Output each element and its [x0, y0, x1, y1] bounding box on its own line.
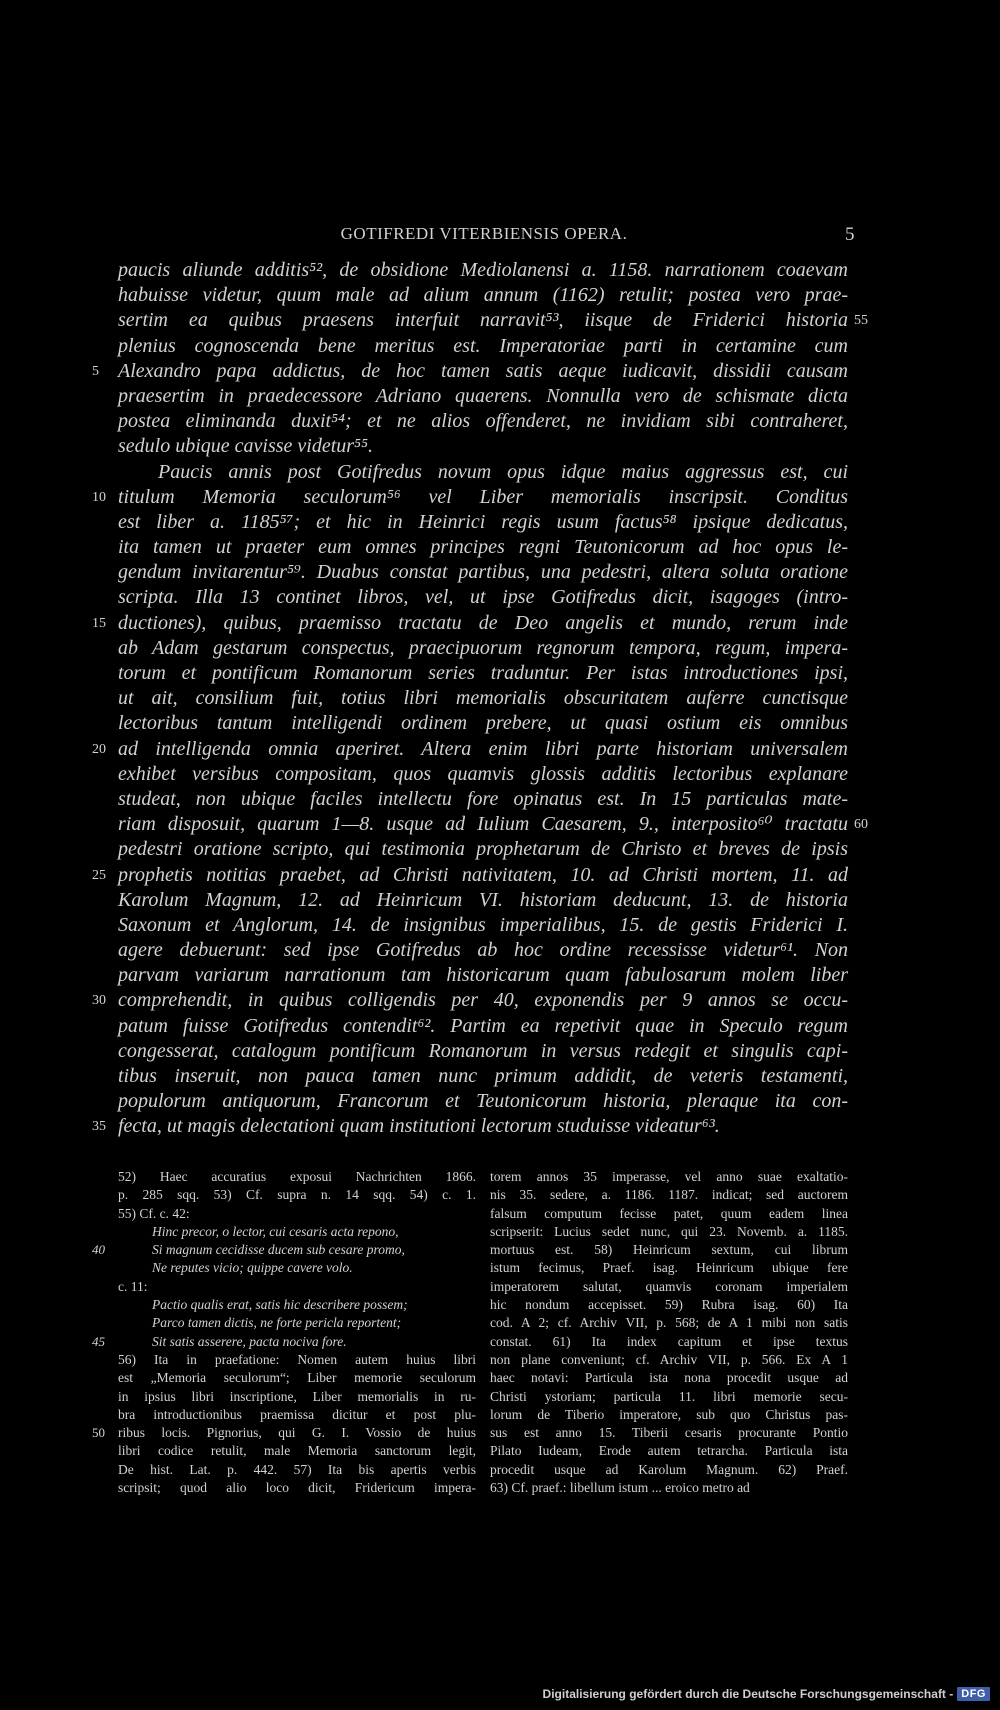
text-line: [118, 636, 848, 661]
footnote-line: [118, 1388, 476, 1406]
footnote-line-content: Christi ystoriam; particula 11. libri memorie secu-: [490, 1388, 848, 1404]
footnote-line-content: torem annos 35 imperasse, vel anno suae exaltatio-: [490, 1169, 848, 1184]
text-line: [118, 510, 848, 535]
footnote-line: [92, 1241, 476, 1259]
footnote-line: [490, 1296, 848, 1314]
text-line-content: paucis aliunde additis⁵², de obsidione Mediolanensi a. 1158. narrationem coaevam: [118, 259, 848, 281]
footnote-line-content: Parco tamen dictis, ne forte pericla reportent;: [152, 1315, 402, 1331]
footnote-line-content: scripsit; quod alio loco dicit, Fridericum impera-: [118, 1480, 476, 1496]
text-line: [118, 1014, 848, 1039]
footnote-line: [118, 1186, 476, 1204]
footnote-line-content: libri codice retulit, male Memoria sanctorum legit,: [118, 1443, 476, 1459]
text-line: [92, 359, 848, 384]
running-header: [118, 224, 855, 254]
footnote-line: [118, 1223, 476, 1241]
footnote-line: [490, 1205, 848, 1223]
footnote-line: [490, 1259, 848, 1277]
text-line: [118, 1089, 848, 1114]
text-line-content: prophetis notitias praebet, ad Christi nativitatem, 10. ad Christi mortem, 11. ad: [118, 863, 848, 886]
footnote-line-content: Pactio qualis erat, satis hic describere possem;: [152, 1297, 408, 1313]
footnote-line: [490, 1186, 848, 1204]
footnote-line-content: non plane conveniunt; cf. Archiv VII, p. 566. Ex A 1: [490, 1351, 848, 1367]
text-line: [92, 737, 848, 762]
text-line: [118, 1039, 848, 1064]
margin-line-number: 55: [854, 313, 868, 329]
footnote-line-number: 50: [92, 1425, 105, 1441]
footnote-line-content: procedit usque ad Karolum Magnum. 62) Praef.: [490, 1461, 848, 1477]
footnote-line: [118, 1314, 476, 1332]
text-line: [118, 434, 848, 459]
text-line: [118, 535, 848, 560]
footnote-line: [490, 1351, 848, 1369]
footnote-line: [92, 1424, 476, 1442]
text-line-content: Karolum Magnum, 12. ad Heinricum VI. historiam deducunt, 13. de historia: [118, 888, 848, 911]
text-line: [118, 938, 848, 963]
text-line: [118, 308, 868, 333]
footnote-line-content: De hist. Lat. p. 442. 57) Ita bis apertis verbis: [118, 1461, 476, 1477]
footnote-line-content: 63) Cf. praef.: libellum istum ... eroico metro ad: [490, 1480, 750, 1496]
footnote-line: [490, 1424, 848, 1442]
footnote-line-content: constat. 61) Ita index capitum et ipse textus: [490, 1333, 848, 1349]
text-line-content: agere debuerunt: sed ipse Gotifredus ab hoc ordine recessisse videtur⁶¹. Non: [118, 939, 848, 962]
digitization-footer: [543, 1684, 990, 1704]
footnote-line-content: p. 285 sqq. 53) Cf. supra n. 14 sqq. 54) c. 1.: [118, 1187, 476, 1203]
text-line: [92, 611, 848, 636]
footnote-line-content: 52) Haec accuratius exposui Nachrichten 1866.: [118, 1169, 476, 1184]
footnote-line: [118, 1369, 476, 1387]
footnote-line: [490, 1314, 848, 1332]
footnote-line: [490, 1241, 848, 1259]
footnote-line: [118, 1406, 476, 1424]
footnote-line-content: nis 35. sedere, a. 1186. 1187. indicat; sed auctorem: [490, 1187, 848, 1203]
footnote-line: [118, 1259, 476, 1277]
text-line: [118, 1064, 848, 1089]
footnote-line: [490, 1168, 848, 1186]
page-number: 5: [845, 224, 855, 245]
text-line: [118, 686, 848, 711]
footnote-line: [92, 1333, 476, 1351]
text-line-content: Alexandro papa addictus, de hoc tamen satis aeque iudicavit, dissidii causam: [118, 359, 848, 382]
footnote-line-content: bra introductionibus praemissa dicitur et post plu-: [118, 1406, 476, 1422]
text-line-content: est liber a. 1185⁵⁷; et hic in Heinrici regis usum factus⁵⁸ ipsique dedicatus,: [118, 510, 848, 533]
text-line-content: titulum Memoria seculorum⁵⁶ vel Liber memorialis inscripsit. Conditus: [118, 485, 848, 508]
footnote-line: [490, 1388, 848, 1406]
text-line: [118, 283, 848, 308]
text-line-content: fecta, ut magis delectationi quam institutioni lectorum studuisse videatur⁶³.: [118, 1115, 720, 1138]
text-line-content: sedulo ubique cavisse videtur⁵⁵.: [118, 435, 373, 458]
text-line: [118, 762, 848, 787]
footnote-line-content: sus est anno 15. Tiberii cesaris procurante Pontio: [490, 1425, 848, 1441]
footnote-line-content: Sit satis asserere, pacta nociva fore.: [152, 1333, 347, 1349]
text-line-content: comprehendit, in quibus colligendis per 40, exponendis per 9 annos se occu-: [118, 989, 848, 1012]
text-line-content: pedestri oratione scripto, qui testimonia prophetarum de Christo et breves de ipsis: [118, 838, 848, 861]
text-line-content: ad intelligenda omnia aperiret. Altera enim libri parte historiam universalem: [118, 737, 848, 760]
footnote-line: [118, 1479, 476, 1497]
text-line-content: plenius cognoscenda bene meritus est. Imperatoriae parti in certamine cum: [118, 334, 848, 357]
footnote-line-content: cod. A 2; cf. Archiv VII, p. 568; de A 1 mibi non satis: [490, 1315, 848, 1331]
footnote-line-content: ribus locis. Pignorius, qui G. I. Vossio de huius: [118, 1425, 476, 1441]
footnote-line: [490, 1461, 848, 1479]
text-line-content: riam disposuit, quarum 1—8. usque ad Iulium Caesarem, 9., interposito⁶⁰ tractatu: [118, 813, 848, 836]
text-line: [92, 485, 848, 510]
line-number: 15: [92, 615, 106, 631]
footnote-line-content: lorum de Tiberio imperatore, sub quo Christus pas-: [490, 1406, 848, 1422]
text-line-content: ita tamen ut praeter eum omnes principes regni Teutonicorum ad hoc opus le-: [118, 536, 848, 559]
text-line-content: patum fuisse Gotifredus contendit⁶². Partim ea repetivit quae in Speculo regum: [118, 1014, 848, 1037]
footnote-line: [490, 1333, 848, 1351]
text-line-content: Saxonum et Anglorum, 14. de insignibus imperialibus, 15. de gestis Friderici I.: [118, 913, 848, 936]
footnote-line: [118, 1205, 476, 1223]
footnote-line: [118, 1168, 476, 1186]
footnote-line: [490, 1442, 848, 1460]
text-line: [92, 1114, 848, 1139]
footnote-line-number: 45: [92, 1333, 105, 1349]
footnote-line-content: in ipsius libri inscriptione, Liber memorialis in ru-: [118, 1388, 476, 1404]
footnote-line-content: est „Memoria seculorum“; Liber memorie seculorum: [118, 1370, 476, 1386]
text-line-content: habuisse videtur, quum male ad alium annum (1162) retulit; postea vero prae-: [118, 284, 848, 307]
line-number: 5: [92, 363, 99, 379]
footnote-line: [490, 1369, 848, 1387]
footnote-line: [490, 1479, 848, 1497]
text-line: [118, 888, 848, 913]
text-line-content: Paucis annis post Gotifredus novum opus idque maius aggressus est, cui: [158, 460, 848, 483]
line-number: 25: [92, 867, 106, 883]
footnote-line: [490, 1278, 848, 1296]
text-line-content: sertim ea quibus praesens interfuit narravit⁵³, iisque de Friderici historia: [118, 309, 848, 332]
text-line: [118, 384, 848, 409]
text-line-content: torum et pontificum Romanorum series traduntur. Per istas introductiones ipsi,: [118, 662, 848, 684]
footnote-line-number: 40: [92, 1242, 105, 1258]
text-line-content: ductiones), quibus, praemisso tractatu de Deo angelis et mundo, rerum inde: [118, 611, 848, 634]
footnote-line-content: imperatorem salutat, quamvis coronam imperialem: [490, 1278, 848, 1294]
line-number: 20: [92, 741, 106, 757]
text-line-content: scripta. Illa 13 continet libros, vel, ut ipse Gotifredus dicit, isagoges (intro-: [118, 586, 848, 609]
text-line: [118, 787, 848, 812]
text-line: [118, 585, 848, 610]
line-number: 10: [92, 489, 106, 505]
footnote-line: [490, 1223, 848, 1241]
footnote-line-content: scripserit: Lucius sedet nunc, qui 23. Novemb. a. 1185.: [490, 1223, 848, 1239]
main-text: [92, 258, 868, 1140]
footnote-line: [490, 1406, 848, 1424]
text-line-content: populorum antiquorum, Francorum et Teutonicorum historia, pleraque ita con-: [118, 1090, 848, 1113]
dfg-logo: DFG: [957, 1687, 990, 1701]
text-line: [118, 963, 848, 988]
text-line-content: ut ait, consilium fuit, totius libri memorialis obscuritatem auferre cunctisque: [118, 687, 848, 710]
footnote-line-content: c. 11:: [118, 1278, 148, 1294]
text-line: [118, 258, 848, 283]
text-line: [118, 812, 868, 837]
footnotes-left-column: [92, 1168, 476, 1497]
text-line: [118, 711, 848, 736]
footnote-line-content: Pilato Iudeam, Erode autem tetrarcha. Particula ista: [490, 1443, 848, 1459]
text-line-content: tibus inseruit, non pauca tamen nunc primum addidit, de veteris testamenti,: [118, 1065, 848, 1087]
text-line-content: gendum invitarentur⁵⁹. Duabus constat partibus, una pedestri, altera soluta oratione: [118, 561, 848, 584]
text-line: [118, 460, 848, 485]
footnote-line-content: 55) Cf. c. 42:: [118, 1205, 190, 1221]
footnote-line-content: falsum computum fecisse patet, quum eadem linea: [490, 1205, 848, 1221]
text-line: [118, 837, 848, 862]
line-number: 35: [92, 1119, 106, 1135]
footnote-line-content: Si magnum cecidisse ducem sub cesare promo,: [152, 1242, 405, 1258]
text-line-content: exhibet versibus compositam, quos quamvis glossis additis lectoribus explanare: [118, 762, 848, 785]
text-line-content: ab Adam gestarum conspectus, praecipuorum regnorum tempora, regum, impera-: [118, 636, 848, 659]
text-line: [118, 334, 848, 359]
footnote-line-content: Ne reputes vicio; quippe cavere volo.: [152, 1260, 353, 1276]
text-line: [118, 409, 848, 434]
text-line-content: postea eliminanda duxit⁵⁴; et ne alios offenderet, ne invidiam sibi contraheret,: [118, 410, 848, 433]
running-title: GOTIFREDI VITERBIENSIS OPERA.: [340, 224, 628, 243]
footnotes: [92, 1168, 848, 1588]
text-line-content: lectoribus tantum intelligendi ordinem prebere, ut quasi ostium eis omnibus: [118, 712, 848, 735]
footnote-line: [118, 1351, 476, 1369]
footnote-line-content: 56) Ita in praefatione: Nomen autem huius libri: [118, 1351, 476, 1367]
text-line: [118, 913, 848, 938]
footnote-line-content: hic nondum accepisset. 59) Rubra isag. 60) Ita: [490, 1297, 848, 1313]
text-line-content: congesserat, catalogum pontificum Romanorum in versus redegit et singulis capi-: [118, 1039, 848, 1062]
text-line: [92, 863, 848, 888]
footnote-line-content: Hinc precor, o lector, cui cesaris acta repono,: [152, 1223, 399, 1239]
footnote-line-content: haec notavi: Particula ista nona procedit usque ad: [490, 1370, 848, 1386]
footer-text: Digitalisierung gefördert durch die Deutsche Forschungsgemeinschaft -: [542, 1687, 954, 1701]
text-line: [118, 560, 848, 585]
footnote-line-content: istum fecimus, Praef. isag. Heinricum ubique fere: [490, 1260, 848, 1276]
line-number: 30: [92, 993, 106, 1009]
footnote-line: [118, 1461, 476, 1479]
footnote-line: [118, 1278, 476, 1296]
footnote-line: [118, 1442, 476, 1460]
footnote-line-content: mortuus est. 58) Heinricum sextum, cui librum: [490, 1242, 848, 1258]
text-line-content: praesertim in praedecessore Adriano quaerens. Nonnulla vero de schismate dicta: [118, 384, 848, 407]
text-line-content: parvam variarum narrationum tam historicarum quam fabulosarum molem liber: [118, 964, 848, 987]
footnote-line: [118, 1296, 476, 1314]
text-line-content: studeat, non ubique faciles intellectu fore opinatus est. In 15 particulas mate-: [118, 787, 848, 810]
text-line: [92, 988, 848, 1013]
text-line: [118, 661, 848, 686]
margin-line-number: 60: [854, 817, 868, 833]
footnotes-right-column: [490, 1168, 848, 1497]
